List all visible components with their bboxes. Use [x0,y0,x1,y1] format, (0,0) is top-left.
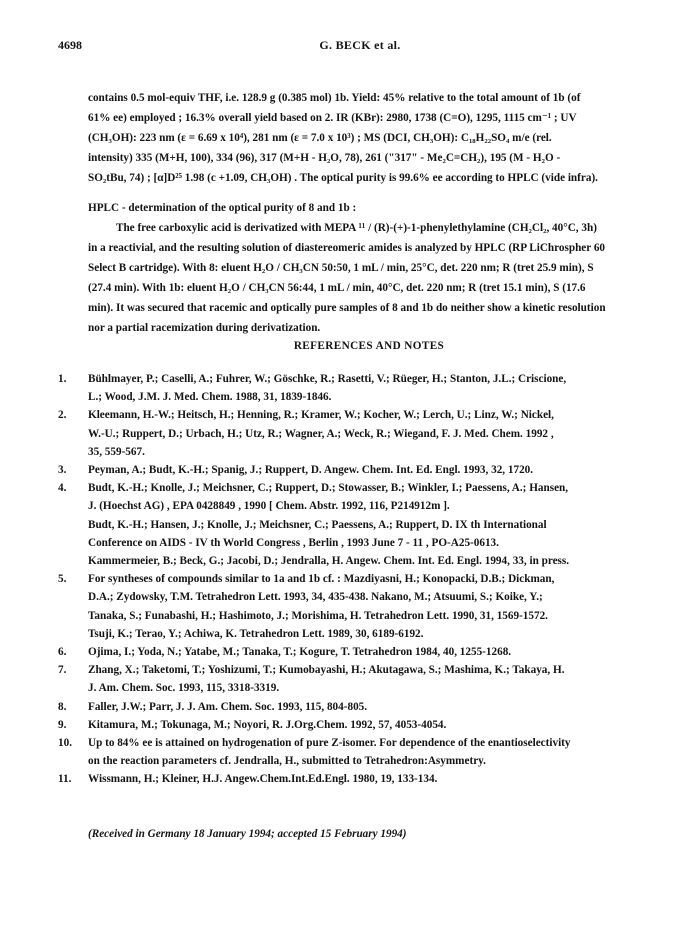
reference-text [88,570,652,643]
article-body [88,88,650,338]
intro-line: (CH₃OH): 223 nm (ε = 6.69 x 10⁴), 281 nm (ε = 7.0 x 10³) ; MS (DCI, CH₃OH): C₁₈H₂₂SO₄ m/e (rel. [88,132,552,144]
reference-line: Tsuji, K.; Terao, Y.; Achiwa, K. Tetrahedron Lett. 1989, 30, 6189-6192. [88,627,424,640]
reference-line: Budt, K.-H.; Knolle, J.; Meichsner, C.; Ruppert, D.; Stowasser, B.; Winkler, I.; Paessens, A.; Hansen, [88,482,569,495]
page-number: 4698 [58,38,82,52]
reference-line: D.A.; Zydowsky, T.M. Tetrahedron Lett. 1993, 34, 435-438. Nakano, M.; Atsuumi, S.; Koike, Y.; [88,591,543,604]
reference-line: Peyman, A.; Budt, K.-H.; Spanig, J.; Ruppert, D. Angew. Chem. Int. Ed. Engl. 1993, 32, 1720. [88,464,534,477]
reference-line: 35, 559-567. [88,445,145,458]
reference-line: Zhang, X.; Taketomi, T.; Yoshizumi, T.; Kumobayashi, H.; Akutagawa, S.; Mashima, K.; Takaya, H. [88,664,565,677]
reference-item [58,770,652,788]
reference-line: Wissmann, H.; Kleiner, H.J. Angew.Chem.Int.Ed.Engl. 1980, 19, 133-134. [88,773,438,786]
reference-number: 4. [58,482,67,495]
reference-line: For syntheses of compounds similar to 1a and 1b cf. : Mazdiyasni, H.; Konopacki, D.B.; Dickman, [88,573,555,586]
reference-item [58,570,652,643]
reference-line: Kleemann, H.-W.; Heitsch, H.; Henning, R.; Kramer, W.; Kocher, W.; Lerch, U.; Linz, W.; Nickel, [88,409,554,422]
reference-number: 1. [58,373,67,385]
reference-item [58,406,652,461]
reference-text [88,643,652,661]
reference-number: 6. [58,646,67,659]
reference-item [58,661,652,697]
reference-line: Conference on AIDS - IV th World Congress , Berlin , 1993 June 7 - 11 , PO-A25-0613. [88,536,499,549]
reference-text [88,461,652,479]
received-note: (Received in Germany 18 January 1994; accepted 15 February 1994) [88,828,407,840]
hplc-heading: HPLC - determination of the optical purity of 8 and 1b : [88,202,357,214]
reference-text [88,698,652,716]
reference-text [88,479,652,570]
reference-line: on the reaction parameters cf. Jendralla, H., submitted to Tetrahedron:Asymmetry. [88,755,486,768]
hplc-line: Select B cartridge). With 8: eluent H₂O / CH₃CN 50:50, 1 mL / min, 25°C, det. 220 nm; R (tret 25.9 min), S [88,262,594,274]
reference-text [88,370,652,406]
reference-text [88,406,652,461]
reference-number: 8. [58,700,67,713]
intro-line: intensity) 335 (M+H, 100), 334 (96), 317 (M+H - H₂O, 78), 261 ("317" - Me₂C=CH₂), 195 (M - H₂O - [88,152,561,164]
reference-line: Bühlmayer, P.; Caselli, A.; Fuhrer, W.; Göschke, R.; Rasetti, V.; Rüeger, H.; Stanton, J.L.; Criscione, [88,373,567,385]
reference-number: 7. [58,664,67,677]
reference-item [58,479,652,570]
reference-item [58,698,652,716]
reference-number: 3. [58,464,67,477]
intro-paragraph [88,88,650,188]
reference-line: W.-U.; Ruppert, D.; Urbach, H.; Utz, R.; Wagner, A.; Weck, R.; Wiegand, F. J. Med. Chem. 1992 , [88,427,554,440]
reference-item [58,643,652,661]
reference-line: Tanaka, S.; Funabashi, H.; Hashimoto, J.; Morishima, H. Tetrahedron Lett. 1990, 31, 1569-1572. [88,609,548,622]
reference-line: L.; Wood, J.M. J. Med. Chem. 1988, 31, 1839-1846. [88,391,332,404]
intro-line: SO₂tBu, 74) ; [α]D²⁵ 1.98 (c +1.09, CH₃OH) . The optical purity is 99.6% ee according to HPLC (vide infra). [88,172,598,184]
reference-item [58,370,652,406]
reference-line: J. Am. Chem. Soc. 1993, 115, 3318-3319. [88,682,280,695]
reference-number: 2. [58,409,67,422]
hplc-line: in a reactivial, and the resulting solution of diastereomeric amides is analyzed by HPLC (RP LiChrospher 60 [88,242,606,254]
hplc-line: nor a partial racemization during derivatization. [88,322,321,334]
hplc-line: The free carboxylic acid is derivatized with MEPA ¹¹ / (R)-(+)-1-phenylethylamine (CH₂Cl₂, 40°C, 3h) [116,222,597,234]
reference-line: Up to 84% ee is attained on hydrogenation of pure Z-isomer. For dependence of the enantioselectivity [88,737,571,750]
reference-line: Kammermeier, B.; Beck, G.; Jacobi, D.; Jendralla, H. Angew. Chem. Int. Ed. Engl. 1994, 33, in press. [88,555,570,568]
reference-item [58,716,652,734]
reference-text [88,770,652,788]
reference-text [88,716,652,734]
reference-number: 9. [58,718,67,731]
references-title: REFERENCES AND NOTES [293,340,445,352]
intro-line: contains 0.5 mol-equiv THF, i.e. 128.9 g (0.385 mol) 1b. Yield: 45% relative to the total amount of 1b (of [88,92,581,104]
reference-item [58,734,652,770]
intro-line: 61% ee) employed ; 16.3% overall yield based on 2. IR (KBr): 2980, 1738 (C=O), 1295, 1115 cm⁻¹ ; UV [88,112,577,124]
reference-item [58,461,652,479]
reference-line: Faller, J.W.; Parr, J. J. Am. Chem. Soc. 1993, 115, 804-805. [88,700,368,713]
reference-number: 5. [58,573,67,586]
reference-text [88,734,652,770]
hplc-line: min). It was secured that racemic and optically pure samples of 8 and 1b do neither show a kinetic resolution [88,302,606,314]
reference-text [88,661,652,697]
reference-number: 10. [58,737,72,750]
reference-line: Kitamura, M.; Tokunaga, M.; Noyori, R. J.Org.Chem. 1992, 57, 4053-4054. [88,718,447,731]
references-list [58,370,652,789]
running-head: G. BECK et al. [319,38,401,52]
hplc-line: (27.4 min). With 1b: eluent H₂O / CH₃CN 56:44, 1 mL / min, 40°C, det. 220 nm; R (tret 15.1 min), S (17.6 [88,282,586,294]
reference-line: J. (Hoechst AG) , EPA 0428849 , 1990 [ Chem. Abstr. 1992, 116, P214912m ]. [88,500,450,513]
hplc-paragraph [88,218,650,338]
reference-line: Ojima, I.; Yoda, N.; Yatabe, M.; Tanaka, T.; Kogure, T. Tetrahedron 1984, 40, 1255-1268. [88,646,512,659]
reference-number: 11. [58,773,72,786]
reference-line: Budt, K.-H.; Hansen, J.; Knolle, J.; Meichsner, C.; Paessens, A.; Ruppert, D. IX th International [88,518,547,531]
